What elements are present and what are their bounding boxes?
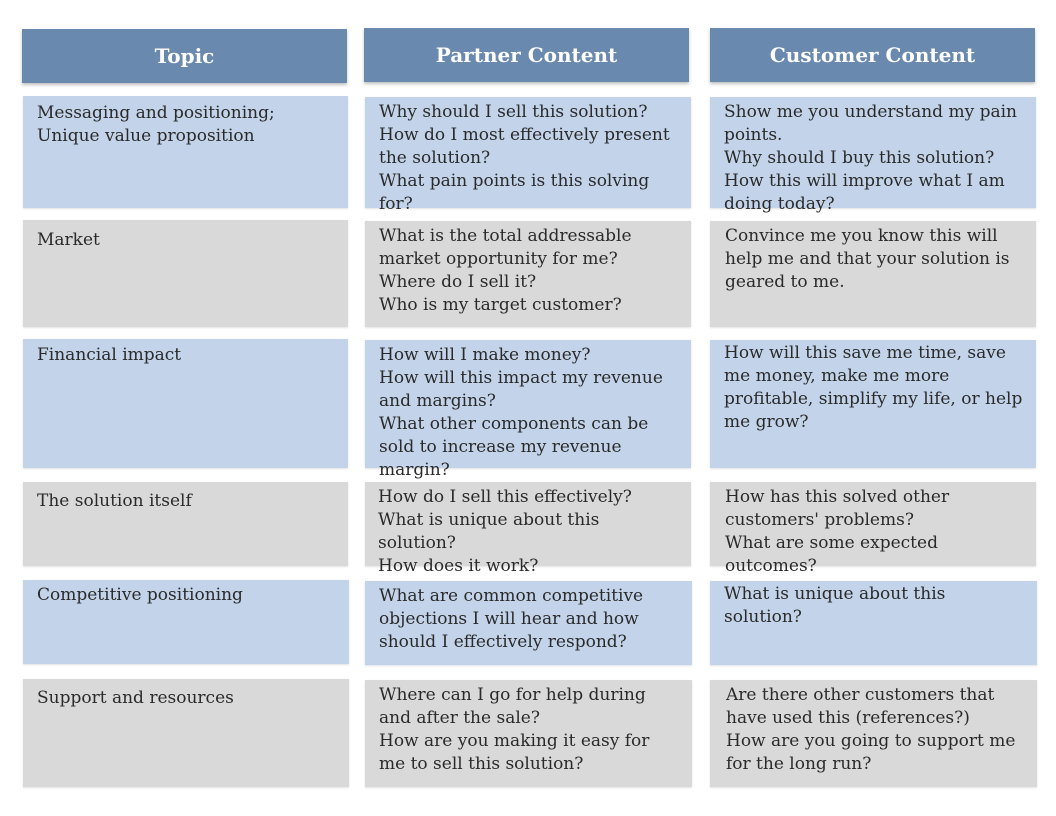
partner-line: Who is my target customer? xyxy=(379,295,622,315)
partner-line: How will this impact my revenue and margins? xyxy=(379,368,663,411)
customer-line: Are there other customers that have used this (references?) xyxy=(726,685,995,728)
row-2-topic xyxy=(23,220,348,327)
customer-line: How this will improve what I am doing today? xyxy=(724,171,1005,214)
row-6-customer xyxy=(710,680,1037,787)
header-partner-content xyxy=(364,28,689,82)
customer-line: How has this solved other customers' problems? xyxy=(725,487,950,530)
row-1-customer xyxy=(710,97,1036,214)
topic-text: The solution itself xyxy=(37,491,192,511)
partner-line: What other components can be sold to increase my revenue margin? xyxy=(379,414,649,480)
partner-line: How are you making it easy for me to sell this solution? xyxy=(379,731,650,774)
row-1-partner xyxy=(365,97,691,214)
customer-line: How are you going to support me for the long run? xyxy=(726,731,1016,774)
row-5-topic xyxy=(23,580,349,664)
partner-line: How do I sell this effectively? xyxy=(378,487,632,507)
customer-line: What are some expected outcomes? xyxy=(725,533,938,576)
row-4-topic xyxy=(23,482,348,566)
customer-line: Why should I buy this solution? xyxy=(724,148,995,168)
row-4-partner xyxy=(365,482,691,576)
row-4-customer xyxy=(710,482,1036,576)
header-customer-label: Customer Content xyxy=(769,43,976,67)
partner-line: How will I make money? xyxy=(379,345,591,365)
partner-line: Where do I sell it? xyxy=(379,272,537,292)
partner-line: What is unique about this solution? xyxy=(378,510,600,553)
topic-text: Market xyxy=(37,230,100,250)
header-topic-label: Topic xyxy=(154,44,215,68)
header-topic xyxy=(22,29,347,83)
row-6-partner xyxy=(365,680,692,787)
partner-line: Why should I sell this solution? xyxy=(379,102,648,122)
row-5-partner xyxy=(365,581,692,665)
customer-line: How will this save me time, save me money, make me more profitable, simplify my life, or help me grow? xyxy=(724,343,1023,432)
customer-line: Convince me you know this will help me and that your solution is geared to me. xyxy=(725,226,1010,292)
row-3-topic xyxy=(23,339,348,468)
topic-text: Support and resources xyxy=(37,688,234,708)
row-1-topic xyxy=(23,96,348,208)
customer-line: Show me you understand my pain points. xyxy=(724,102,1017,145)
row-6-topic xyxy=(23,679,349,787)
partner-line: What pain points is this solving for? xyxy=(379,171,650,214)
partner-line: What are common competitive objections I will hear and how should I effectively respond? xyxy=(379,586,644,652)
row-2-customer xyxy=(710,221,1036,327)
customer-line: What is unique about this solution? xyxy=(724,584,946,627)
topic-text: Competitive positioning xyxy=(37,585,243,605)
partner-line: Where can I go for help during and after the sale? xyxy=(379,685,646,728)
partner-line: How do I most effectively present the solution? xyxy=(379,125,670,168)
header-customer-content xyxy=(710,28,1035,82)
header-partner-label: Partner Content xyxy=(435,43,618,67)
row-2-partner xyxy=(365,221,691,327)
row-3-partner xyxy=(365,340,691,480)
row-3-customer xyxy=(710,340,1036,468)
row-5-customer xyxy=(710,581,1037,665)
partner-line: What is the total addressable market opportunity for me? xyxy=(379,226,632,269)
topic-text: Financial impact xyxy=(37,345,182,365)
topic-text: Messaging and positioning; Unique value proposition xyxy=(37,103,275,146)
partner-line: How does it work? xyxy=(378,556,539,576)
